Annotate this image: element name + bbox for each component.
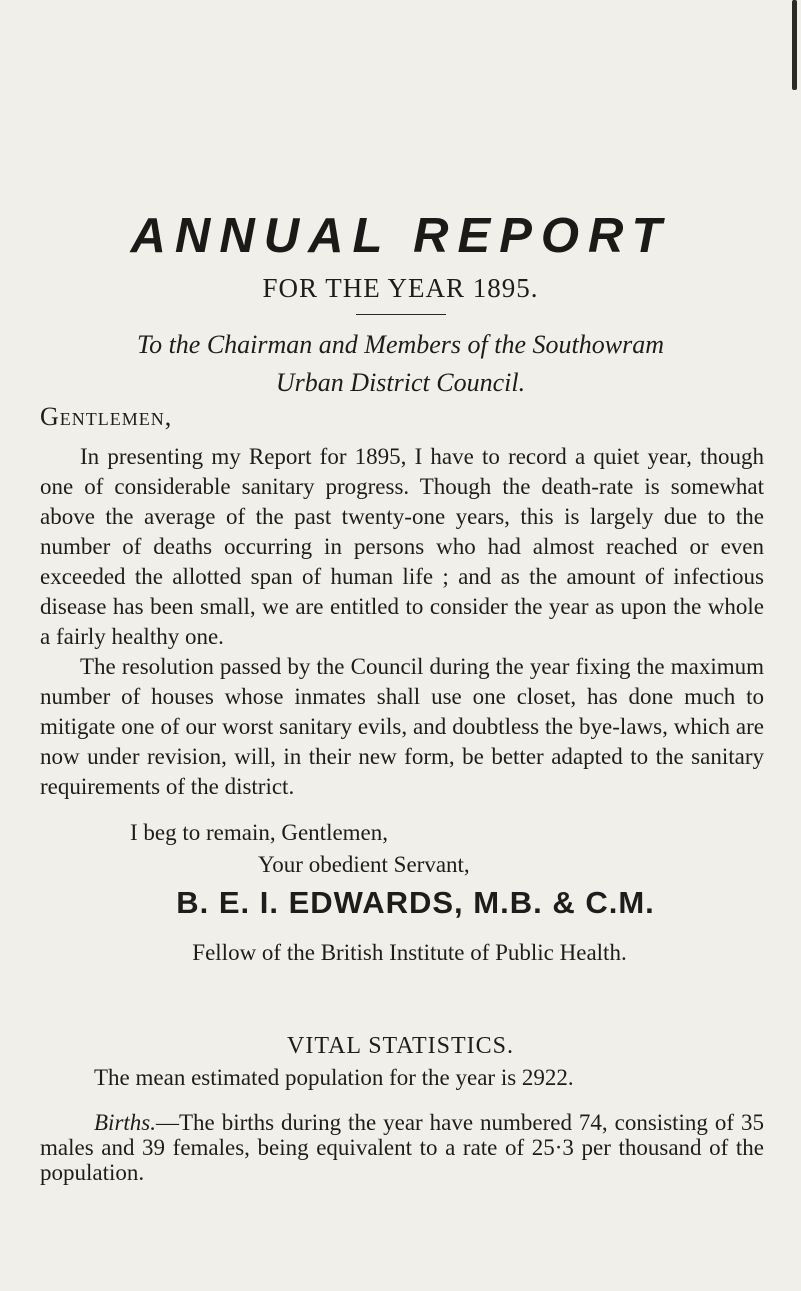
address-line-2: Urban District Council. [275, 368, 526, 397]
salutation: Gentlemen, [40, 402, 173, 431]
page-edge-mark [792, 0, 797, 90]
address-block [0, 326, 801, 402]
population-statement: The mean estimated population for the year is 2922. [94, 1065, 574, 1090]
paragraph-1: In presenting my Report for 1895, I have to record a quiet year, though one of considerable sanitary progress. Though the death-rate is somewhat above the average of the past twenty-one years, this is largely due to the number of deaths occurring in persons who had almost reached or even exceeded the allotted span of human life ; and as the amount of infectious disease has been small, we are entitled to consider the year as upon the whole a fairly healthy one. [40, 444, 764, 649]
letter-body [40, 442, 764, 802]
closing-line-2: Your obedient Servant, [258, 852, 470, 877]
credential: Fellow of the British Institute of Public Health. [192, 940, 627, 965]
signature: B. E. I. EDWARDS, M.B. & C.M. [176, 885, 655, 920]
births-lead: Births. [94, 1110, 156, 1135]
paragraph-2: The resolution passed by the Council during the year fixing the maximum number of houses whose inmates shall use one closet, has done much to mitigate one of our worst sanitary evils, and doubtless the bye-laws, which are now under revision, will, in their new form, be better adapted to the sanitary requirements of the district. [40, 654, 764, 799]
address-line-1: To the Chairman and Members of the Southowram [137, 330, 664, 359]
report-subtitle: FOR THE YEAR 1895. [262, 273, 539, 303]
report-title: ANNUAL REPORT [130, 209, 671, 263]
title-divider [356, 314, 446, 315]
closing-line-1: I beg to remain, Gentlemen, [130, 820, 389, 845]
births-text: —The births during the year have numbered 74, consisting of 35 males and 39 females, being equivalent to a rate of 25·3 per thousand of the population. [40, 1110, 764, 1185]
births-paragraph [40, 1110, 764, 1185]
section-heading: VITAL STATISTICS. [287, 1033, 514, 1059]
